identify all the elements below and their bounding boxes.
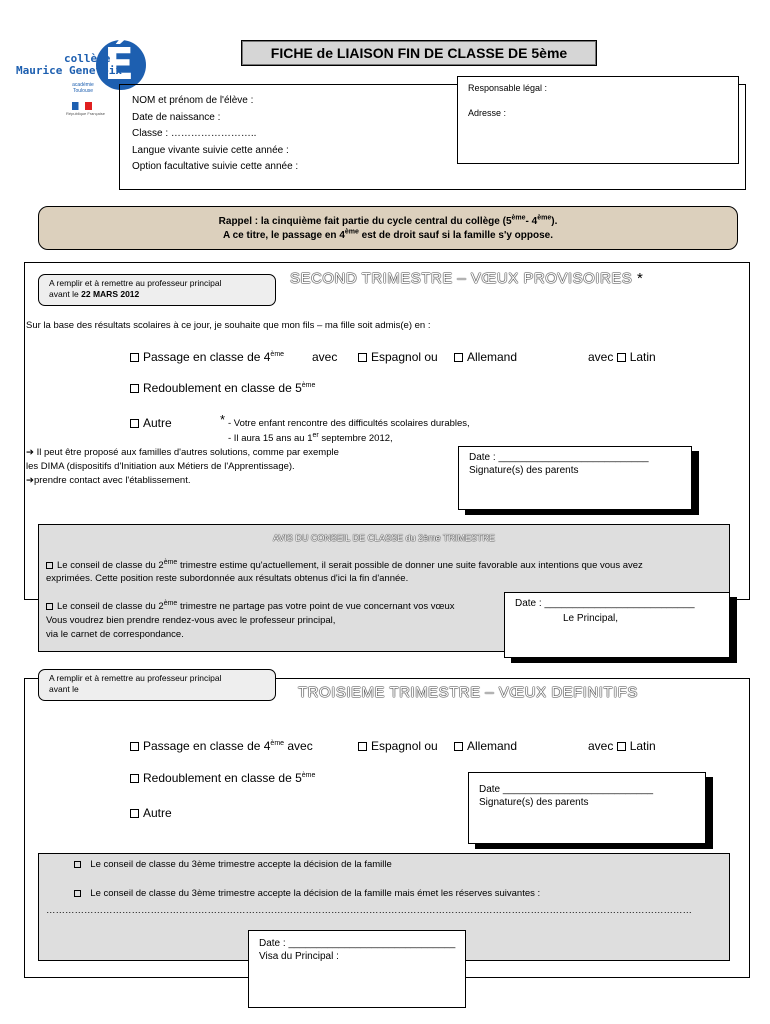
note-line-5: ➔prendre contact avec l'établissement.	[26, 475, 191, 486]
avis-title: AVIS DU CONSEIL DE CLASSE du 2ème TRIMESTRE	[273, 533, 495, 543]
section-title-t2: SECOND TRIMESTRE – VŒUX PROVISOIRES *	[290, 270, 644, 287]
checkbox-icon[interactable]	[46, 562, 53, 569]
field-nom[interactable]: NOM et prénom de l'élève :	[132, 95, 254, 106]
note-line-3: ➔ Il peut être proposé aux familles d'autres solutions, comme par exemple	[26, 447, 339, 458]
checkbox-icon[interactable]	[130, 774, 139, 783]
principal-signature-box[interactable]	[504, 592, 730, 658]
checkbox-icon[interactable]	[130, 809, 139, 818]
checkbox-icon[interactable]	[74, 890, 81, 897]
intro-text: Sur la base des résultats scolaires à ce jour, je souhaite que mon fils – ma fille soit admis(e) en :	[26, 320, 431, 331]
checkbox-icon[interactable]	[617, 353, 626, 362]
note-line-1: - Votre enfant rencontre des difficultés scolaires durables,	[228, 418, 470, 429]
signature-label-t3: Signature(s) des parents	[479, 797, 589, 808]
principal-label: Le Principal,	[563, 613, 619, 624]
option-passage-4e[interactable]: Passage en classe de 4ème	[130, 350, 284, 364]
logo-academie-text: académie Toulouse	[72, 82, 94, 94]
conseil-t3-option-2[interactable]: Le conseil de classe du 3ème trimestre accepte la décision de la famille mais émet les réserves suivantes :	[74, 888, 540, 899]
checkbox-icon[interactable]	[358, 353, 367, 362]
instruction-box-t3: A remplir et à remettre au professeur principal avant le	[38, 669, 276, 701]
signature-date: Date : ___________________________	[469, 452, 649, 463]
option-autre[interactable]: Autre	[130, 416, 172, 430]
checkbox-icon[interactable]	[46, 603, 53, 610]
logo-college-text: collège	[64, 52, 111, 65]
signature-box-t2[interactable]	[458, 446, 692, 510]
option-redoublement[interactable]: Redoublement en classe de 5ème	[130, 381, 315, 395]
note-line-4: les DIMA (dispositifs d'Initiation aux Métiers de l'Apprentissage).	[26, 461, 295, 472]
note-line-2: - Il aura 15 ans au 1er septembre 2012,	[228, 431, 393, 444]
field-classe[interactable]: Classe : ……………………..	[132, 128, 257, 139]
checkbox-icon[interactable]	[130, 742, 139, 751]
option-passage-4e-t3[interactable]: Passage en classe de 4ème avec	[130, 739, 313, 753]
signature-box-t3[interactable]	[468, 772, 706, 844]
instruction-box-t2: A remplir et à remettre au professeur principal avant le 22 MARS 2012	[38, 274, 276, 306]
signature-label: Signature(s) des parents	[469, 465, 579, 476]
checkbox-icon[interactable]	[130, 384, 139, 393]
page-title: FICHE de LIAISON FIN DE CLASSE DE 5ème	[241, 40, 597, 66]
avis-option-2[interactable]: Le conseil de classe du 2ème trimestre ne partage pas votre point de vue concernant vos vœux	[46, 601, 455, 612]
checkbox-icon[interactable]	[454, 742, 463, 751]
checkbox-icon[interactable]	[130, 353, 139, 362]
flag-caption: République Française	[66, 111, 105, 116]
visa-principal-box[interactable]	[248, 930, 466, 1008]
conseil-t3-option-1[interactable]: Le conseil de classe du 3ème trimestre accepte la décision de la famille	[74, 859, 392, 870]
french-flag-icon	[72, 102, 92, 110]
adresse-label: Adresse :	[468, 108, 507, 118]
rappel-banner: Rappel : la cinquième fait partie du cycle central du collège (5ème- 4ème). A ce titre, le passage en 4ème est de droit sauf si la famille s'y oppose.	[38, 206, 738, 250]
principal-date: Date : ___________________________	[515, 598, 695, 609]
responsable-box[interactable]	[457, 76, 739, 164]
reserves-dotted-line[interactable]: ……………………………………………………………………………………………………………………………………………………………………………………	[46, 905, 692, 916]
signature-date-t3: Date ___________________________	[479, 784, 654, 795]
college-logo: É collège Maurice Genevoix académie Toulouse République Française	[16, 34, 136, 124]
logo-name-text: Maurice Genevoix	[16, 64, 122, 77]
field-date-naissance[interactable]: Date de naissance :	[132, 111, 221, 123]
visa-label: Visa du Principal :	[259, 951, 339, 962]
checkbox-icon[interactable]	[74, 861, 81, 868]
visa-date: Date : ______________________________	[259, 938, 456, 949]
section-title-t3: TROISIEME TRIMESTRE – VŒUX DEFINITIFS	[298, 684, 638, 701]
field-option[interactable]: Option facultative suivie cette année :	[132, 161, 299, 172]
option-allemand[interactable]: Allemand	[454, 350, 517, 364]
checkbox-icon[interactable]	[130, 419, 139, 428]
option-espagnol[interactable]: Espagnol ou	[358, 350, 438, 364]
option-autre-t3[interactable]: Autre	[130, 806, 172, 820]
field-langue[interactable]: Langue vivante suivie cette année :	[132, 144, 289, 156]
checkbox-icon[interactable]	[454, 353, 463, 362]
option-latin-t3[interactable]: avec Latin	[588, 739, 656, 753]
option-allemand-t3[interactable]: Allemand	[454, 739, 517, 753]
option-redoublement-t3[interactable]: Redoublement en classe de 5ème	[130, 771, 315, 785]
responsable-label: Responsable légal :	[468, 83, 548, 93]
option-espagnol-t3[interactable]: Espagnol ou	[358, 739, 438, 753]
option-latin[interactable]: avec Latin	[588, 350, 656, 364]
avis-option-1[interactable]: Le conseil de classe du 2ème trimestre estime qu'actuellement, il serait possible de donner une suite favorable aux intentions que vous avez	[46, 560, 643, 571]
checkbox-icon[interactable]	[358, 742, 367, 751]
checkbox-icon[interactable]	[617, 742, 626, 751]
